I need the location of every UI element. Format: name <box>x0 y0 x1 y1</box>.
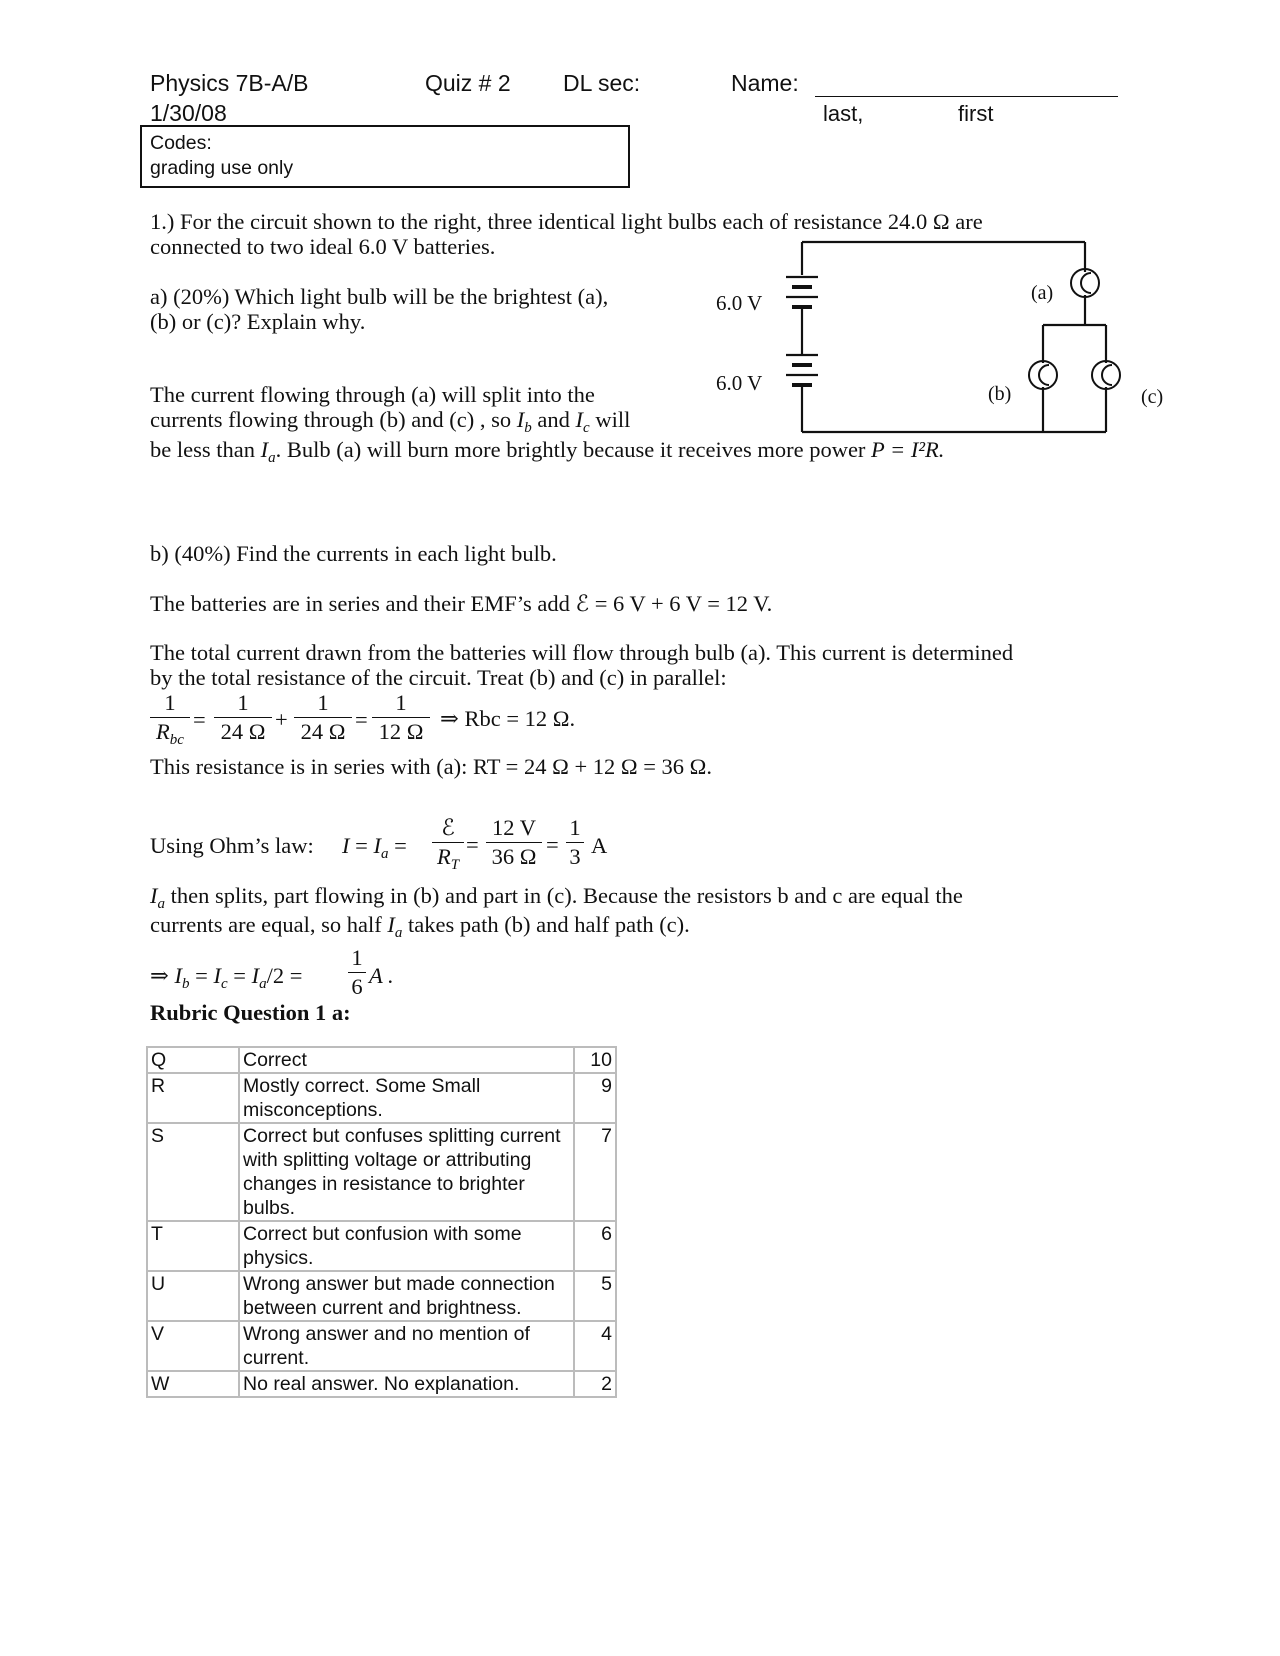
plus-sign: + <box>275 707 288 732</box>
fraction-1-over-24a: 1 24 Ω <box>214 690 272 745</box>
equals-sign: = <box>193 707 206 732</box>
battery1-label: 6.0 V <box>716 291 763 315</box>
bulb-b-label: (b) <box>988 383 1012 405</box>
part-b-prompt: b) (40%) Find the currents in each light bulb. <box>150 541 557 566</box>
rubric-code: U <box>147 1271 239 1321</box>
ohm-unit: A <box>591 833 608 858</box>
fraction-1-over-6: 1 6 <box>348 945 366 1000</box>
rubric-table <box>146 1046 617 1398</box>
circuit-diagram <box>700 235 1170 440</box>
rubric-description: Wrong answer and no mention of current. <box>239 1321 574 1371</box>
codes-box <box>140 125 630 188</box>
battery2-label: 6.0 V <box>716 371 763 395</box>
part-a-line2: (b) or (c)? Explain why. <box>150 309 366 334</box>
rubric-points: 2 <box>574 1371 616 1397</box>
rubric-row <box>147 1123 616 1221</box>
rubric-points: 4 <box>574 1321 616 1371</box>
equals-sign: = <box>355 707 368 732</box>
name-line <box>815 96 1118 97</box>
question-intro-line1: 1.) For the circuit shown to the right, three identical light bulbs each of resistance 24.0 Ω are <box>150 209 983 234</box>
codes-label: Codes: <box>150 132 212 154</box>
rubric-points: 7 <box>574 1123 616 1221</box>
quiz-date: 1/30/08 <box>150 100 227 126</box>
name-label: Name: <box>731 70 799 96</box>
series-resistance-line: This resistance is in series with (a): RT = 24 Ω + 12 Ω = 36 Ω. <box>150 754 713 779</box>
fraction-12v-over-36: 12 V 36 Ω <box>486 815 542 870</box>
rubric-description: Correct <box>239 1047 574 1073</box>
rubric-points: 6 <box>574 1221 616 1271</box>
rubric-description: Correct but confuses splitting current with splitting voltage or attributing changes in resistance to brighter bulbs. <box>239 1123 574 1221</box>
question-intro-line2: connected to two ideal 6.0 V batteries. <box>150 234 496 259</box>
total-current-line1: The total current drawn from the batteries will flow through bulb (a). This current is determined <box>150 640 1014 665</box>
answer-a-line3: be less than $I_a$. Bulb (a) will burn more brightly because it receives more power P = I²R. <box>150 437 945 466</box>
rubric-title: Rubric Question 1 a: <box>150 1000 351 1025</box>
equals-sign: = <box>546 832 559 857</box>
rubric-description: Mostly correct. Some Small misconceptions. <box>239 1073 574 1123</box>
rubric-description: Correct but confusion with some physics. <box>239 1221 574 1271</box>
fraction-1-over-rbc: 1 $R_{bc}$ <box>150 690 190 745</box>
bulb-b-icon <box>1029 361 1057 389</box>
rubric-code: S <box>147 1123 239 1221</box>
rubric-code: R <box>147 1073 239 1123</box>
quiz-number: Quiz # 2 <box>425 70 511 96</box>
part-a-line1: a) (20%) Which light bulb will be the brightest (a), <box>150 284 609 309</box>
rubric-points: 10 <box>574 1047 616 1073</box>
fraction-1-over-3: 1 3 <box>566 815 584 870</box>
answer-a-line1: The current flowing through (a) will split into the <box>150 382 595 407</box>
rubric-code: T <box>147 1221 239 1271</box>
fraction-1-over-12: 1 12 Ω <box>372 690 430 745</box>
answer-a-line2: currents flowing through (b) and (c) , so $I_b$ and $I_c$ will <box>150 407 631 436</box>
fraction-emf-over-rt: ℰ $R_T$ <box>432 815 464 870</box>
rubric-code: V <box>147 1321 239 1371</box>
bulb-c-icon <box>1092 361 1120 389</box>
rubric-points: 9 <box>574 1073 616 1123</box>
split-line1: $I_a$ then splits, part flowing in (b) and part in (c). Because the resistors b and c are equal the <box>150 883 963 912</box>
fraction-1-over-24b: 1 24 Ω <box>294 690 352 745</box>
ohm-label: Using Ohm’s law: <box>150 833 314 858</box>
rubric-code: W <box>147 1371 239 1397</box>
equals-sign: = <box>466 832 479 857</box>
first-name-label: first <box>958 101 994 126</box>
rubric-row <box>147 1371 616 1397</box>
course-title: Physics 7B-A/B <box>150 70 309 96</box>
rbc-result: ⇒ Rbc = 12 Ω. <box>440 706 576 731</box>
section-label: DL sec: <box>563 70 641 96</box>
rubric-description: Wrong answer but made connection between current and brightness. <box>239 1271 574 1321</box>
total-current-line2: by the total resistance of the circuit. Treat (b) and (c) in parallel: <box>150 665 727 690</box>
grading-label: grading use only <box>150 157 294 179</box>
power-formula: P = I²R. <box>871 437 945 462</box>
bulb-c-label: (c) <box>1141 386 1164 408</box>
bulb-a-icon <box>1071 269 1099 297</box>
rubric-points: 5 <box>574 1271 616 1321</box>
rubric-row <box>147 1221 616 1271</box>
rubric-code: Q <box>147 1047 239 1073</box>
final-result: ⇒ $I_b = I_c = I_a/2$ = <box>150 963 303 992</box>
rubric-row <box>147 1073 616 1123</box>
bulb-a-label: (a) <box>1031 282 1054 304</box>
rubric-row <box>147 1271 616 1321</box>
rubric-description: No real answer. No explanation. <box>239 1371 574 1397</box>
split-line2: currents are equal, so half $I_a$ takes path (b) and half path (c). <box>150 912 690 941</box>
rubric-row <box>147 1047 616 1073</box>
ohm-lhs: $I = I_a$ = <box>342 833 407 862</box>
rubric-row <box>147 1321 616 1371</box>
last-name-label: last, <box>823 101 864 126</box>
emf-line: The batteries are in series and their EMF’s add ℰ = 6 V + 6 V = 12 V. <box>150 591 773 616</box>
final-unit: A . <box>369 963 394 988</box>
